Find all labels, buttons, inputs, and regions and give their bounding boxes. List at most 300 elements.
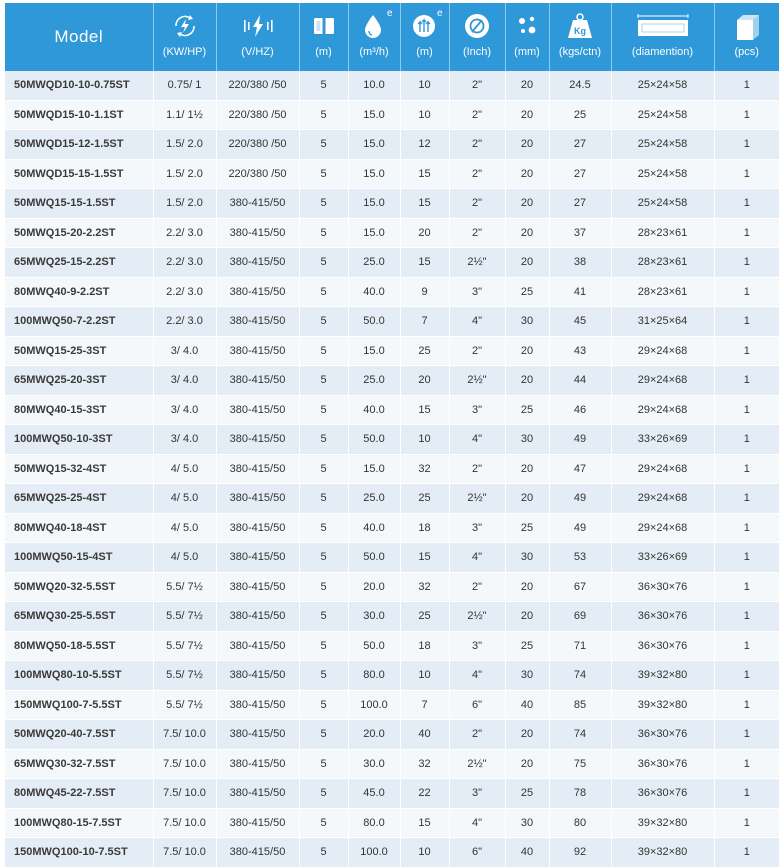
flow-cell: 25.0 [348,248,400,278]
flow-cell: 15.0 [348,159,400,189]
weight-cell: 92 [549,838,611,868]
head-cell: 22 [400,779,449,809]
table-row [5,395,779,425]
dimension-cell: 29×24×68 [611,366,714,396]
outlet-cell: 6" [449,690,505,720]
voltage-cell: 380-415/50 [216,543,299,573]
weight-cell: 46 [549,395,611,425]
table-row [5,366,779,396]
power-cell: 1.5/ 2.0 [153,189,216,219]
solids-cell: 20 [505,130,549,160]
outlet-cell: 2" [449,572,505,602]
outlet-cell: 2" [449,454,505,484]
solids-cell: 25 [505,395,549,425]
quantity-cell: 1 [714,484,779,514]
flow-cell: 40.0 [348,513,400,543]
dimension-cell: 31×25×64 [611,307,714,337]
flow-cell: 30.0 [348,602,400,632]
table-row [5,454,779,484]
quantity-unit: (pcs) [734,46,759,58]
weight-cell: 69 [549,602,611,632]
voltage-cell: 380-415/50 [216,661,299,691]
solids-cell: 20 [505,159,549,189]
quantity-cell: 1 [714,100,779,130]
table-row [5,808,779,838]
solids-cell: 30 [505,425,549,455]
cable-unit: (m) [315,46,332,58]
power-cell: 5.5/ 7½ [153,631,216,661]
flow-cell: 50.0 [348,543,400,573]
dimension-cell: 25×24×58 [611,189,714,219]
flow-cell: 50.0 [348,425,400,455]
head-unit: (m) [416,46,433,58]
quantity-cell: 1 [714,71,779,100]
weight-cell: 25 [549,100,611,130]
flow-cell: 30.0 [348,749,400,779]
solids-cell: 20 [505,71,549,100]
weight-cell: 27 [549,130,611,160]
weight-cell: 44 [549,366,611,396]
flow-cell: 15.0 [348,130,400,160]
outlet-cell: 2" [449,336,505,366]
model-cell: 50MWQ15-25-3ST [5,336,153,366]
dimension-unit: (diamention) [631,46,694,58]
model-cell: 50MWQD15-15-1.5ST [5,159,153,189]
power-cell: 7.5/ 10.0 [153,779,216,809]
model-cell: 50MWQ15-32-4ST [5,454,153,484]
quantity-cell: 1 [714,307,779,337]
flow-cell: 100.0 [348,690,400,720]
flow-cell: 15.0 [348,218,400,248]
voltage-cell: 220/380 /50 [216,71,299,100]
model-cell: 50MWQD15-10-1.1ST [5,100,153,130]
head-cell: 32 [400,572,449,602]
table-row [5,572,779,602]
table-row [5,218,779,248]
head-cell: 9 [400,277,449,307]
head-cell: 10 [400,71,449,100]
model-cell: 80MWQ40-18-4ST [5,513,153,543]
model-cell: 150MWQ100-7-5.5ST [5,690,153,720]
quantity-cell: 1 [714,543,779,573]
voltage-cell: 380-415/50 [216,749,299,779]
power-cell: 2.2/ 3.0 [153,277,216,307]
cable-length-cell: 5 [299,749,348,779]
outlet-column-header [449,3,505,71]
cable-length-cell: 5 [299,572,348,602]
cable-length-cell: 5 [299,690,348,720]
solids-cell: 25 [505,779,549,809]
voltage-cell: 380-415/50 [216,572,299,602]
water-drop-icon [349,8,400,45]
outlet-cell: 4" [449,661,505,691]
flow-cell: 40.0 [348,277,400,307]
quantity-cell: 1 [714,572,779,602]
pipe-diameter-icon [450,11,505,45]
flow-cell: 10.0 [348,71,400,100]
flow-cell: 40.0 [348,395,400,425]
voltage-cell: 380-415/50 [216,779,299,809]
model-cell: 100MWQ50-7-2.2ST [5,307,153,337]
power-cell: 1.5/ 2.0 [153,130,216,160]
table-row [5,690,779,720]
solids-cell: 30 [505,808,549,838]
cable-length-cell: 5 [299,71,348,100]
table-row [5,159,779,189]
model-column-header: Model [5,3,153,71]
power-cell: 2.2/ 3.0 [153,248,216,278]
outlet-cell: 2½" [449,602,505,632]
quantity-cell: 1 [714,248,779,278]
voltage-cell: 220/380 /50 [216,130,299,160]
model-cell: 65MWQ25-20-3ST [5,366,153,396]
weight-cell: 41 [549,277,611,307]
table-row [5,749,779,779]
cable-length-cell: 5 [299,425,348,455]
flow-cell: 50.0 [348,307,400,337]
outlet-unit: (Inch) [462,46,492,58]
table-header [5,3,779,71]
model-cell: 50MWQD10-10-0.75ST [5,71,153,100]
outlet-cell: 2" [449,100,505,130]
table-row [5,307,779,337]
quantity-cell: 1 [714,454,779,484]
flow-badge: e [386,8,393,19]
outlet-cell: 2" [449,130,505,160]
solids-cell: 20 [505,454,549,484]
power-cell: 5.5/ 7½ [153,661,216,691]
power-column-header [153,3,216,71]
dimension-cell: 28×23×61 [611,277,714,307]
dimension-cell: 29×24×68 [611,336,714,366]
solids-cell: 20 [505,100,549,130]
quantity-cell: 1 [714,189,779,219]
table-row [5,336,779,366]
weight-cell: 80 [549,808,611,838]
outlet-cell: 6" [449,838,505,868]
outlet-cell: 3" [449,513,505,543]
head-cell: 18 [400,513,449,543]
weight-cell: 74 [549,661,611,691]
flow-cell: 80.0 [348,661,400,691]
solids-cell: 20 [505,248,549,278]
quantity-column-header [714,3,779,71]
power-cell: 1.1/ 1½ [153,100,216,130]
dimension-cell: 29×24×68 [611,484,714,514]
head-cell: 25 [400,484,449,514]
quantity-cell: 1 [714,779,779,809]
voltage-cell: 380-415/50 [216,277,299,307]
voltage-cell: 380-415/50 [216,454,299,484]
power-cell: 3/ 4.0 [153,366,216,396]
cable-length-cell: 5 [299,513,348,543]
outlet-cell: 3" [449,631,505,661]
solids-cell: 20 [505,189,549,219]
solids-cell: 20 [505,484,549,514]
head-cell: 15 [400,248,449,278]
solids-cell: 25 [505,513,549,543]
solids-column-header [505,3,549,71]
table-row [5,779,779,809]
dimension-column-header [611,3,714,71]
solids-cell: 30 [505,661,549,691]
table-row [5,602,779,632]
solids-cell: 20 [505,749,549,779]
weight-cell: 75 [549,749,611,779]
dimension-cell: 33×26×69 [611,425,714,455]
model-cell: 80MWQ40-9-2.2ST [5,277,153,307]
table-row [5,277,779,307]
flow-cell: 15.0 [348,336,400,366]
cable-length-cell: 5 [299,838,348,868]
head-pressure-icon [401,8,449,45]
head-badge: e [436,8,443,19]
power-cell: 7.5/ 10.0 [153,808,216,838]
dimension-cell: 36×30×76 [611,720,714,750]
power-cell: 4/ 5.0 [153,454,216,484]
solids-cell: 40 [505,838,549,868]
head-cell: 20 [400,366,449,396]
dimension-cell: 39×32×80 [611,661,714,691]
voltage-cell: 220/380 /50 [216,100,299,130]
outlet-cell: 2½" [449,749,505,779]
weight-cell: 53 [549,543,611,573]
solids-cell: 30 [505,543,549,573]
quantity-cell: 1 [714,130,779,160]
head-cell: 40 [400,720,449,750]
weight-cell: 71 [549,631,611,661]
cable-length-cell: 5 [299,484,348,514]
flow-cell: 15.0 [348,189,400,219]
weight-cell: 78 [549,779,611,809]
dimension-cell: 36×30×76 [611,749,714,779]
rotation-power-icon [154,11,216,45]
weight-cell: 24.5 [549,71,611,100]
table-row [5,425,779,455]
cable-length-cell: 5 [299,602,348,632]
dimension-cell: 29×24×68 [611,454,714,484]
voltage-cell: 380-415/50 [216,248,299,278]
model-cell: 65MWQ30-32-7.5ST [5,749,153,779]
package-box-icon [715,11,780,45]
model-cell: 65MWQ25-25-4ST [5,484,153,514]
voltage-cell: 380-415/50 [216,631,299,661]
weight-cell: 67 [549,572,611,602]
table-row [5,189,779,219]
outlet-cell: 4" [449,543,505,573]
model-cell: 50MWQ20-32-5.5ST [5,572,153,602]
outlet-cell: 2½" [449,484,505,514]
model-cell: 65MWQ25-15-2.2ST [5,248,153,278]
dimension-cell: 36×30×76 [611,572,714,602]
dimension-cell: 36×30×76 [611,779,714,809]
cable-length-cell: 5 [299,808,348,838]
dimension-cell: 25×24×58 [611,130,714,160]
weight-icon [550,11,611,45]
dimension-cell: 36×30×76 [611,631,714,661]
quantity-cell: 1 [714,808,779,838]
dimension-cell: 39×32×80 [611,838,714,868]
cable-length-cell: 5 [299,336,348,366]
cable-length-cell: 5 [299,543,348,573]
cable-length-cell: 5 [299,395,348,425]
outlet-cell: 4" [449,808,505,838]
cable-length-cell: 5 [299,366,348,396]
flow-cell: 15.0 [348,100,400,130]
header-row [5,3,779,71]
solids-cell: 20 [505,366,549,396]
model-cell: 50MWQ15-15-1.5ST [5,189,153,219]
flow-cell: 20.0 [348,720,400,750]
dimension-cell: 29×24×68 [611,395,714,425]
outlet-cell: 3" [449,779,505,809]
model-cell: 80MWQ50-18-5.5ST [5,631,153,661]
head-cell: 25 [400,602,449,632]
voltage-cell: 380-415/50 [216,366,299,396]
outlet-cell: 2" [449,71,505,100]
voltage-cell: 380-415/50 [216,189,299,219]
outlet-cell: 4" [449,425,505,455]
head-cell: 7 [400,307,449,337]
cable-length-cell: 5 [299,218,348,248]
power-cell: 5.5/ 7½ [153,690,216,720]
weight-cell: 85 [549,690,611,720]
cable-length-cell: 5 [299,631,348,661]
dimension-cell: 28×23×61 [611,218,714,248]
weight-cell: 47 [549,454,611,484]
quantity-cell: 1 [714,277,779,307]
head-cell: 25 [400,336,449,366]
voltage-icon [217,11,299,45]
model-cell: 100MWQ50-10-3ST [5,425,153,455]
weight-cell: 49 [549,513,611,543]
flow-cell: 15.0 [348,454,400,484]
solids-cell: 20 [505,218,549,248]
outlet-cell: 2" [449,720,505,750]
head-cell: 12 [400,130,449,160]
weight-cell: 38 [549,248,611,278]
head-cell: 15 [400,395,449,425]
outlet-cell: 2½" [449,248,505,278]
dimension-cell: 25×24×58 [611,159,714,189]
voltage-cell: 380-415/50 [216,513,299,543]
solids-cell: 25 [505,631,549,661]
quantity-cell: 1 [714,425,779,455]
power-unit: (KW/HP) [162,46,207,58]
power-cell: 1.5/ 2.0 [153,159,216,189]
outlet-cell: 3" [449,395,505,425]
cable-length-cell: 5 [299,189,348,219]
power-cell: 7.5/ 10.0 [153,749,216,779]
weight-cell: 37 [549,218,611,248]
model-cell: 50MWQD15-12-1.5ST [5,130,153,160]
flow-cell: 25.0 [348,484,400,514]
power-cell: 4/ 5.0 [153,484,216,514]
weight-cell: 27 [549,159,611,189]
dimension-cell: 33×26×69 [611,543,714,573]
cable-length-cell: 5 [299,130,348,160]
cable-column-header [299,3,348,71]
head-cell: 10 [400,425,449,455]
voltage-cell: 380-415/50 [216,602,299,632]
cable-length-cell: 5 [299,277,348,307]
weight-cell: 43 [549,336,611,366]
quantity-cell: 1 [714,661,779,691]
quantity-cell: 1 [714,218,779,248]
quantity-cell: 1 [714,838,779,868]
table-row [5,484,779,514]
head-cell: 32 [400,454,449,484]
quantity-cell: 1 [714,159,779,189]
voltage-column-header [216,3,299,71]
quantity-cell: 1 [714,513,779,543]
table-row [5,71,779,100]
solids-cell: 20 [505,336,549,366]
cable-length-cell: 5 [299,454,348,484]
flow-cell: 20.0 [348,572,400,602]
dimension-cell: 39×32×80 [611,690,714,720]
dimension-cell: 25×24×58 [611,100,714,130]
dimension-cell: 39×32×80 [611,808,714,838]
power-cell: 4/ 5.0 [153,513,216,543]
weight-cell: 74 [549,720,611,750]
quantity-cell: 1 [714,749,779,779]
cable-length-cell: 5 [299,159,348,189]
model-cell: 100MWQ50-15-4ST [5,543,153,573]
weight-cell: 27 [549,189,611,219]
head-cell: 10 [400,100,449,130]
outlet-cell: 4" [449,307,505,337]
model-cell: 80MWQ45-22-7.5ST [5,779,153,809]
quantity-cell: 1 [714,720,779,750]
power-cell: 3/ 4.0 [153,425,216,455]
flow-cell: 25.0 [348,366,400,396]
solids-cell: 40 [505,690,549,720]
table-row [5,513,779,543]
voltage-cell: 380-415/50 [216,307,299,337]
quantity-cell: 1 [714,366,779,396]
quantity-cell: 1 [714,336,779,366]
pump-spec-table-container [5,3,779,868]
cable-length-cell: 5 [299,307,348,337]
voltage-cell: 220/380 /50 [216,159,299,189]
table-row [5,248,779,278]
table-row [5,543,779,573]
voltage-cell: 380-415/50 [216,690,299,720]
outlet-cell: 2" [449,218,505,248]
flow-cell: 100.0 [348,838,400,868]
voltage-cell: 380-415/50 [216,838,299,868]
quantity-cell: 1 [714,602,779,632]
head-cell: 7 [400,690,449,720]
dimension-cell: 36×30×76 [611,602,714,632]
cable-length-cell: 5 [299,661,348,691]
power-cell: 0.75/ 1 [153,71,216,100]
outlet-cell: 2" [449,159,505,189]
flow-unit: (m³/h) [359,46,389,58]
model-cell: 65MWQ30-25-5.5ST [5,602,153,632]
quantity-cell: 1 [714,395,779,425]
dimension-icon [612,11,714,45]
voltage-cell: 380-415/50 [216,720,299,750]
outlet-cell: 3" [449,277,505,307]
power-cell: 7.5/ 10.0 [153,838,216,868]
weight-cell: 49 [549,484,611,514]
voltage-cell: 380-415/50 [216,336,299,366]
model-cell: 50MWQ15-20-2.2ST [5,218,153,248]
head-cell: 20 [400,218,449,248]
solids-cell: 20 [505,602,549,632]
